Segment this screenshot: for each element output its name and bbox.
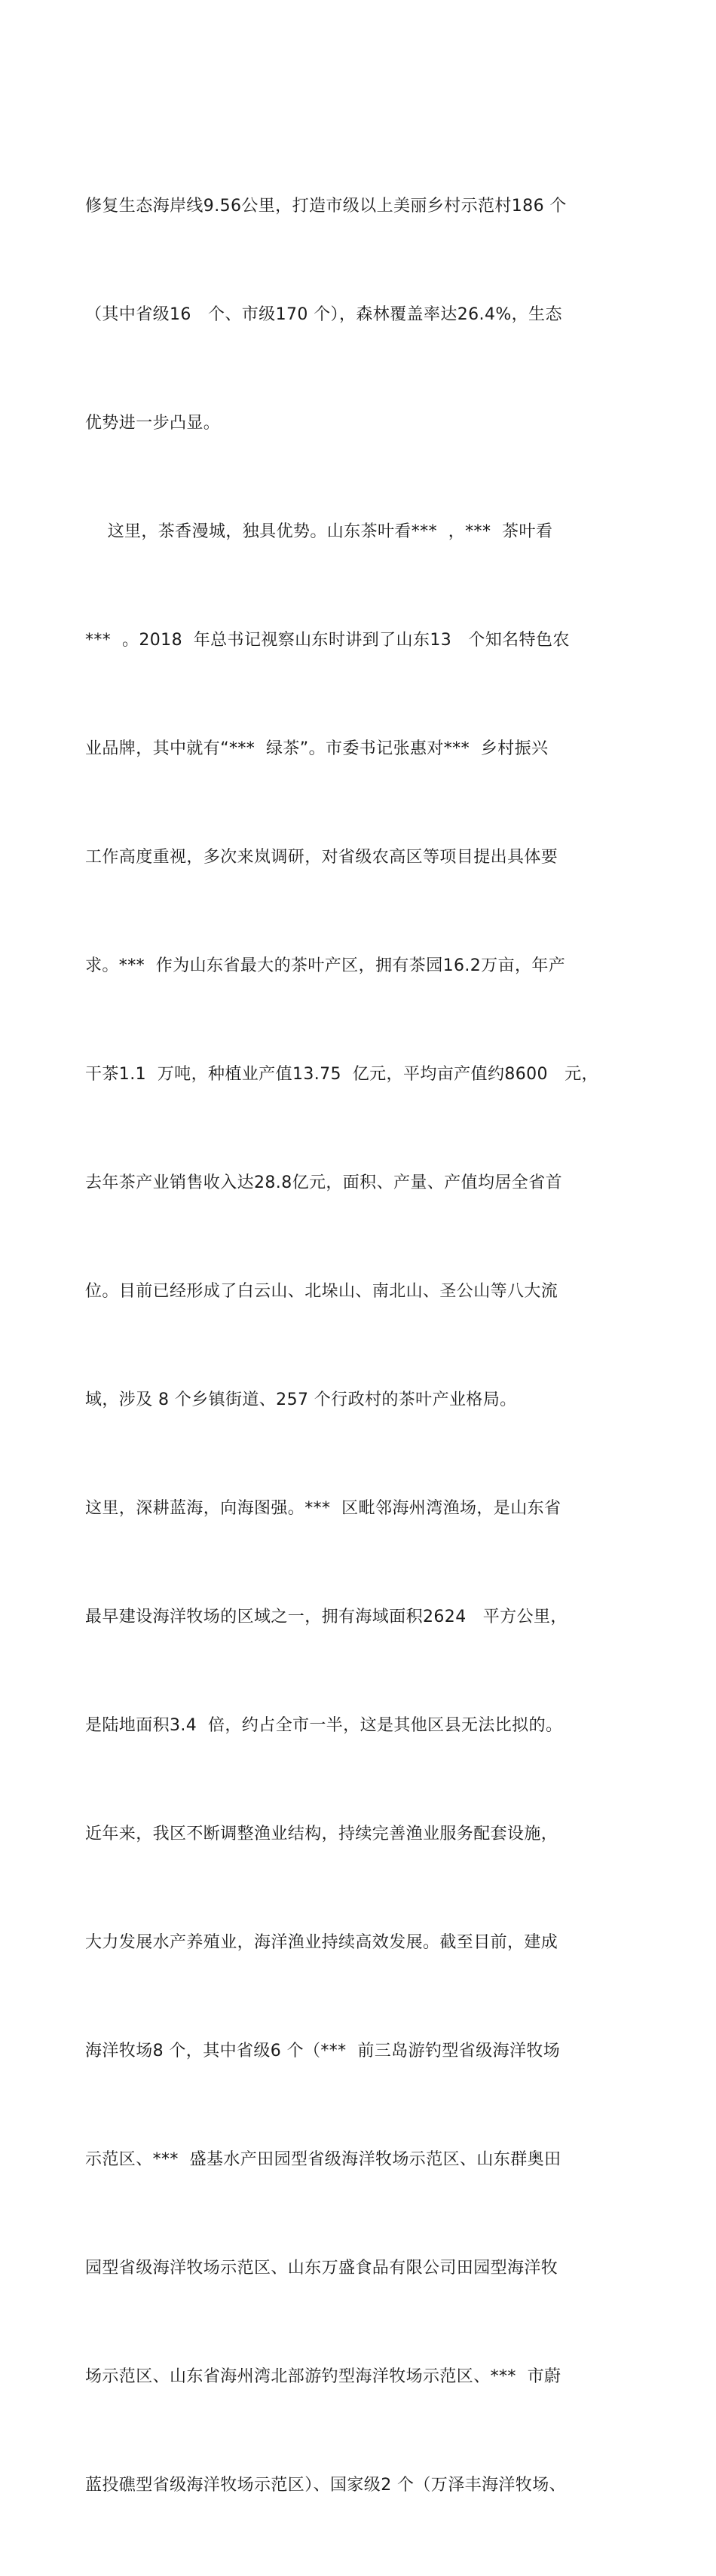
text-line: 业品牌，其中就有“*** 绿茶”。市委书记张惠对*** 乡村振兴 — [85, 739, 549, 758]
text-line: 域，涉及 8 个乡镇街道、257 个行政村的茶叶产业格局。 — [85, 1390, 517, 1409]
text-line: 海洋牧场8 个，其中省级6 个（*** 前三岛游钓型省级海洋牧场 — [85, 2042, 561, 2060]
text-line: 去年茶产业销售收入达28.8亿元，面积、产量、产值均居全省首 — [85, 1173, 562, 1192]
text-line: 是陆地面积3.4 倍，约占全市一半，这是其他区县无法比拟的。 — [85, 1716, 563, 1735]
text-line: 蓝投礁型省级海洋牧场示范区）、国家级2 个（万泽丰海洋牧场、 — [85, 2476, 566, 2495]
text-line: 园型省级海洋牧场示范区、山东万盛食品有限公司田园型海洋牧 — [85, 2259, 558, 2278]
text-line: 这里，茶香漫城，独具优势。山东茶叶看*** ，*** 茶叶看 — [85, 522, 553, 541]
text-line: 大力发展水产养殖业，海洋渔业持续高效发展。截至目前，建成 — [85, 1933, 558, 1952]
text-line: 这里，深耕蓝海，向海图强。*** 区毗邻海州湾渔场，是山东省 — [85, 1499, 561, 1518]
text-line: 示范区、*** 盛基水产田园型省级海洋牧场示范区、山东群奥田 — [85, 2150, 561, 2169]
text-line: 优势进一步凸显。 — [85, 414, 221, 433]
text-line: *** 。2018 年总书记视察山东时讲到了山东13 个知名特色农 — [85, 631, 570, 650]
text-line: （其中省级16 个、市级170 个），森林覆盖率达26.4%，生态 — [85, 305, 562, 324]
text-line: 干茶1.1 万吨，种植业产值13.75 亿元，平均亩产值约8600 元， — [85, 1065, 598, 1084]
text-line: 求。*** 作为山东省最大的茶叶产区，拥有茶园16.2万亩，年产 — [85, 956, 566, 975]
text-line: 修复生态海岸线9.56公里，打造市级以上美丽乡村示范村186 个 — [85, 197, 567, 216]
body-text — [85, 116, 658, 2576]
text-line: 近年来，我区不断调整渔业结构，持续完善渔业服务配套设施， — [85, 1825, 558, 1843]
text-line: 位。目前已经形成了白云山、北垛山、南北山、圣公山等八大流 — [85, 1282, 558, 1301]
text-line: 最早建设海洋牧场的区域之一，拥有海域面积2624 平方公里， — [85, 1608, 568, 1626]
text-line: 工作高度重视，多次来岚调研，对省级农高区等项目提出具体要 — [85, 848, 558, 867]
text-line: 场示范区、山东省海州湾北部游钓型海洋牧场示范区、*** 市蔚 — [85, 2367, 561, 2386]
